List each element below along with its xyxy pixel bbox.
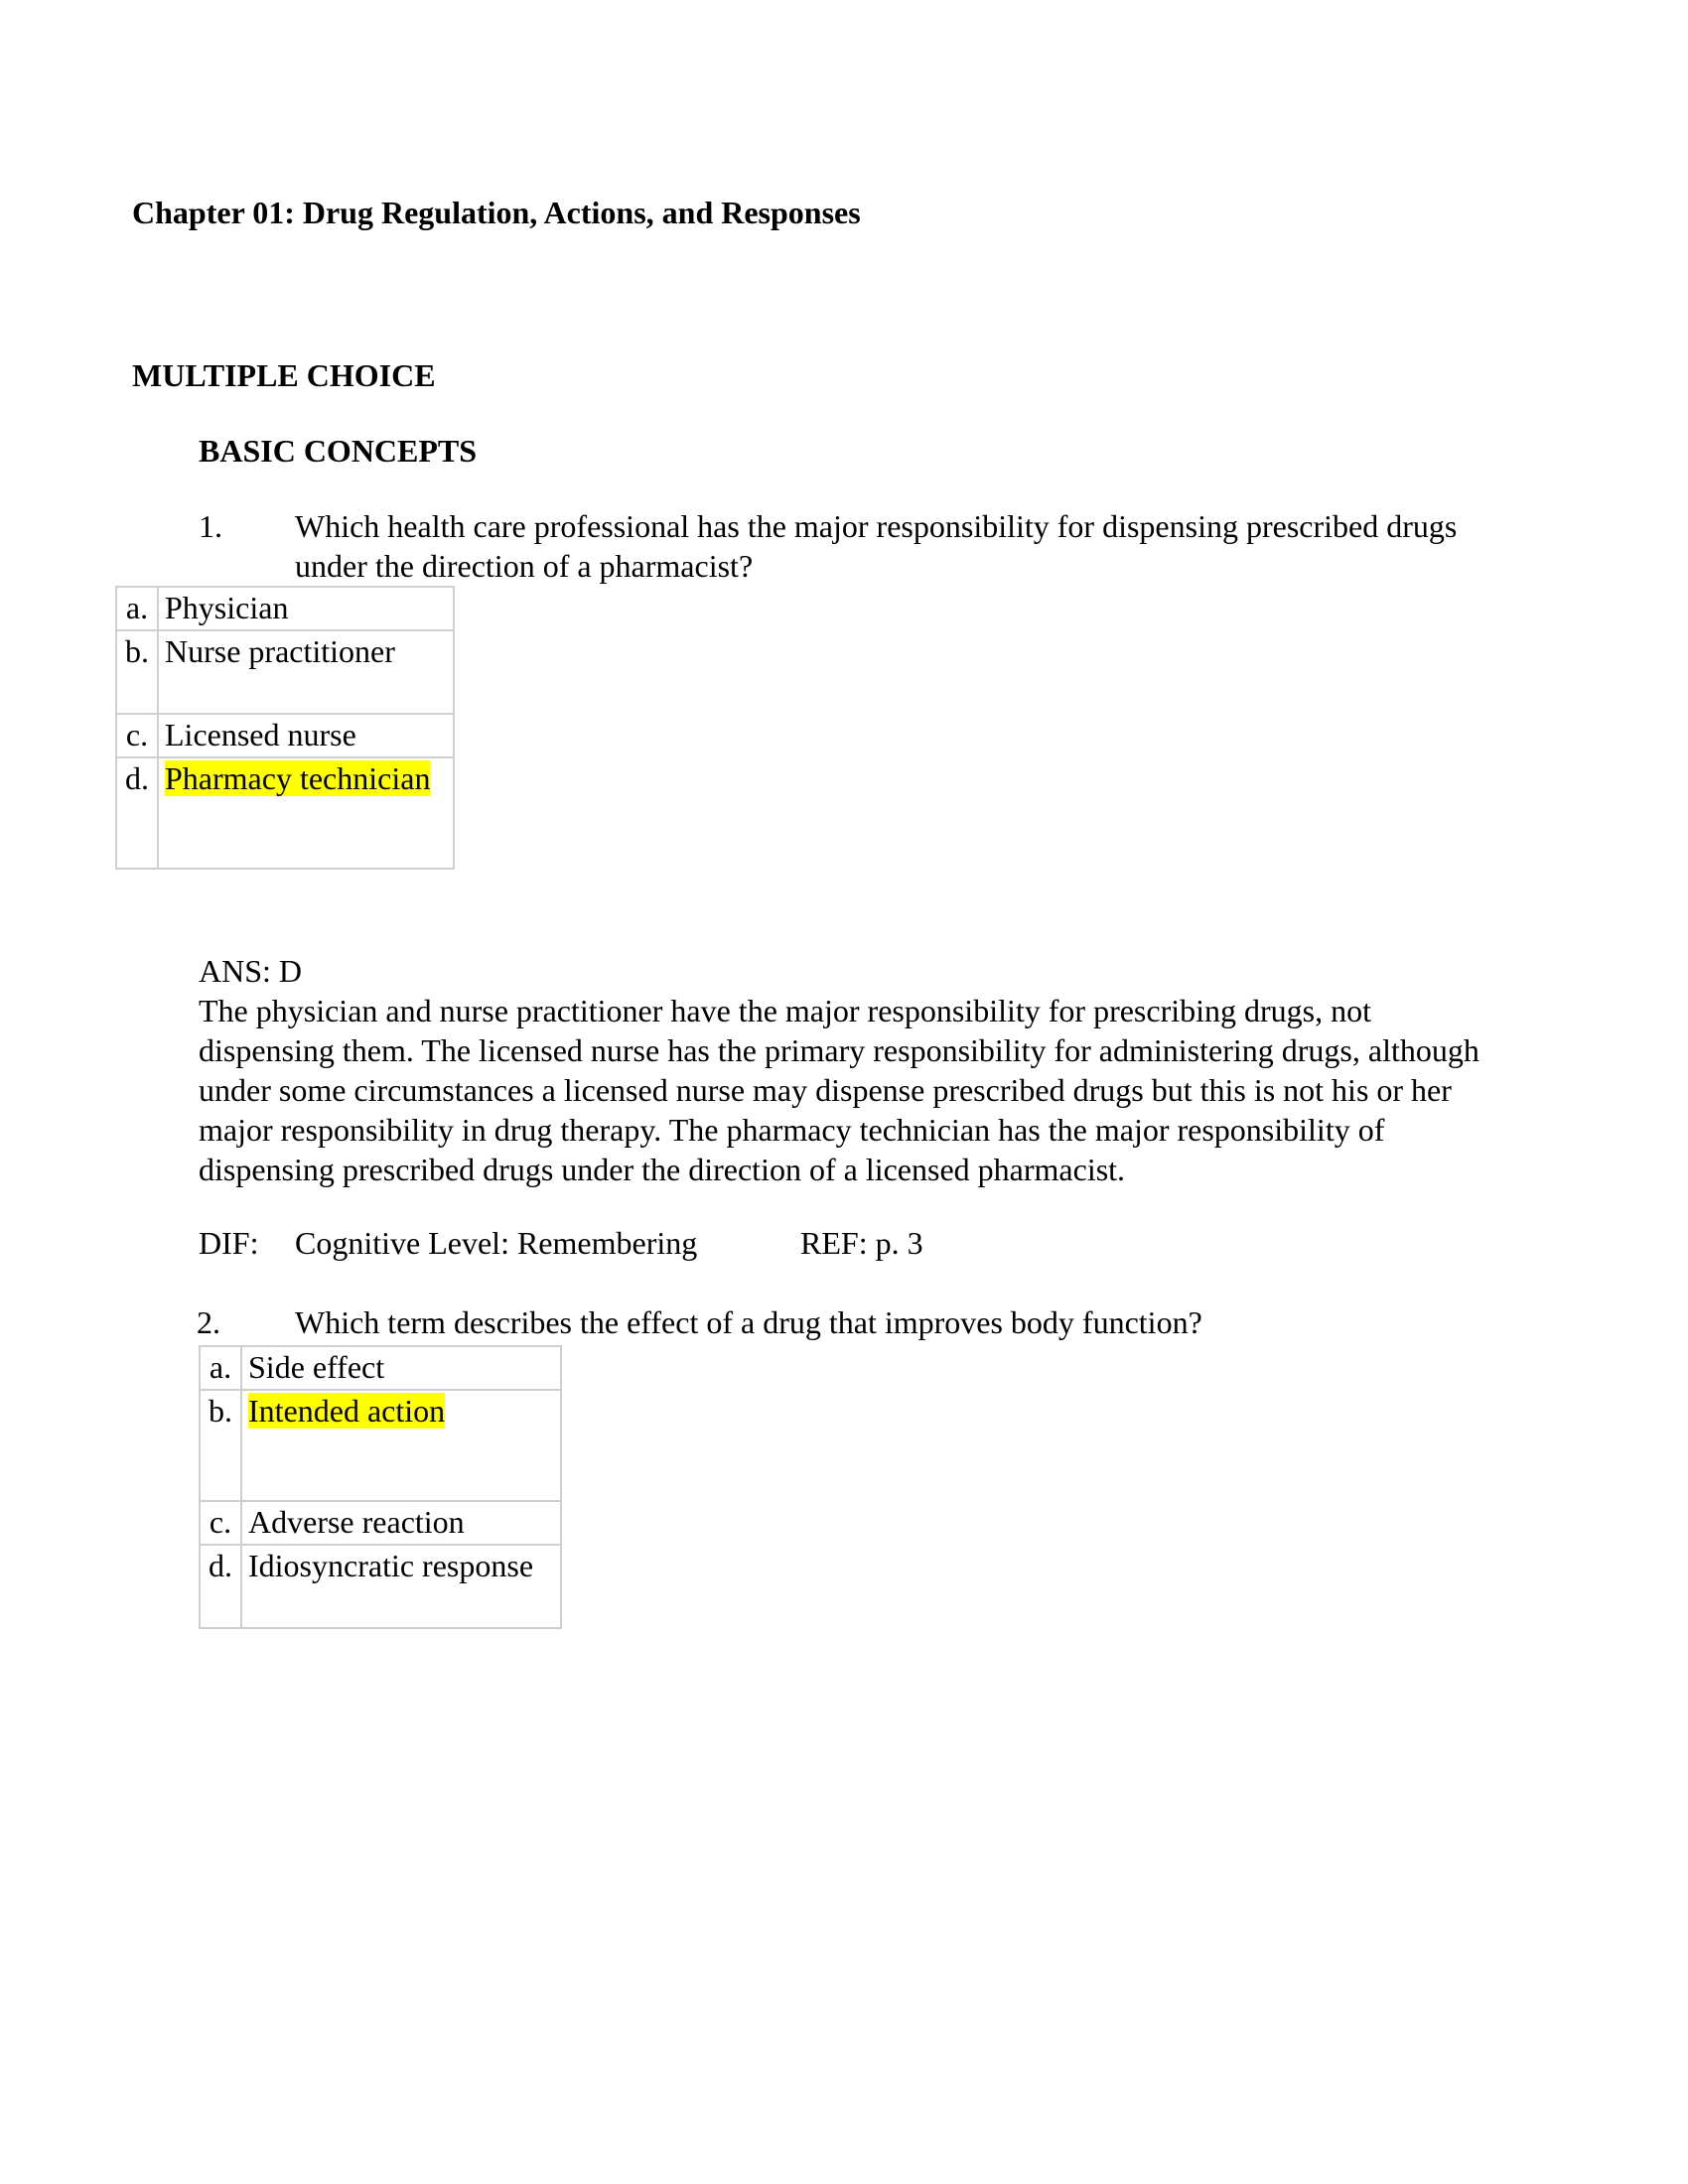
answer-choices-table (199, 1345, 562, 1629)
choice-row (200, 1501, 561, 1545)
answer-block (199, 951, 1509, 1189)
choice-row (200, 1346, 561, 1390)
choice-letter: a. (116, 587, 158, 630)
choice-row (116, 714, 454, 757)
choice-letter: d. (200, 1545, 241, 1628)
section-title: MULTIPLE CHOICE (132, 357, 436, 393)
question-number: 1. (199, 508, 222, 544)
choice-text: Adverse reaction (241, 1501, 561, 1545)
choice-text: Side effect (241, 1346, 561, 1390)
chapter-title: Chapter 01: Drug Regulation, Actions, and Responses (132, 195, 861, 230)
difficulty-value: Cognitive Level: Remembering (295, 1225, 698, 1261)
subsection-title: BASIC CONCEPTS (199, 433, 478, 469)
answer-label: ANS: D (199, 953, 303, 989)
choice-letter: c. (116, 714, 158, 757)
choice-text-correct (241, 1390, 561, 1501)
choice-text: Physician (158, 587, 454, 630)
answer-rationale: The physician and nurse practitioner have the major responsibility for prescribing drugs, not dispensing them. The licensed nurse has the primary responsibility for administering drugs, although under some circumstances a licensed nurse may dispense prescribed drugs but this is not his or her major responsibility in drug therapy. The pharmacy technician has the major responsibility of dispensing prescribed drugs under the direction of a licensed pharmacist. (199, 993, 1479, 1187)
difficulty-label: DIF: (199, 1225, 259, 1261)
choice-letter: b. (116, 630, 158, 714)
choice-letter: c. (200, 1501, 241, 1545)
choice-text: Nurse practitioner (158, 630, 454, 714)
choice-text: Licensed nurse (158, 714, 454, 757)
choice-row (116, 587, 454, 630)
choice-row (116, 757, 454, 869)
choice-row (116, 630, 454, 714)
reference: REF: p. 3 (800, 1225, 923, 1261)
choice-row (200, 1545, 561, 1628)
question-text: Which term describes the effect of a drug that improves body function? (295, 1304, 1202, 1340)
answer-choices-table (115, 586, 455, 870)
correct-answer-highlight: Pharmacy technician (165, 760, 431, 796)
choice-letter: d. (116, 757, 158, 869)
choice-letter: a. (200, 1346, 241, 1390)
correct-answer-highlight: Intended action (248, 1393, 446, 1429)
choice-row (200, 1390, 561, 1501)
question-number: 2. (197, 1304, 220, 1340)
choice-text-correct (158, 757, 454, 869)
question-text: Which health care professional has the major responsibility for dispensing prescribed drugs under the direction of a pharmacist? (295, 508, 1458, 584)
choice-text: Idiosyncratic response (241, 1545, 561, 1628)
choice-letter: b. (200, 1390, 241, 1501)
